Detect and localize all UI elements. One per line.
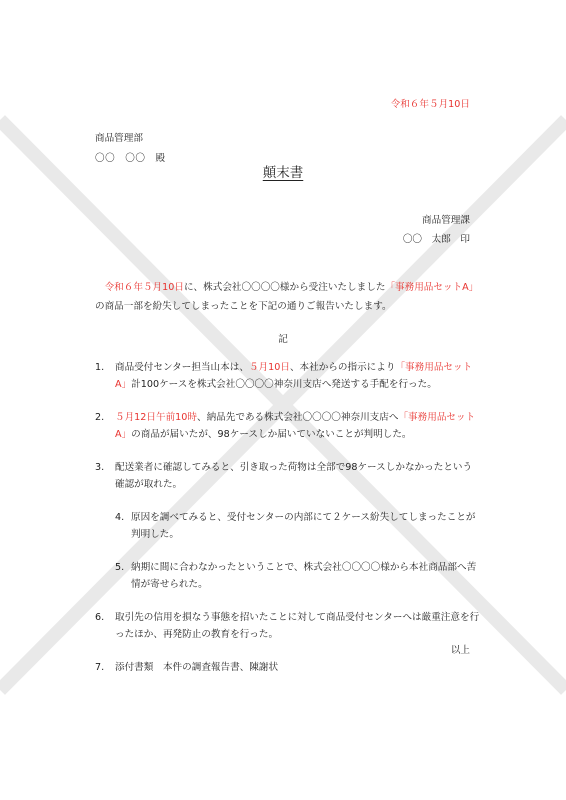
highlighted-text: 「事務用品セットA」: [115, 412, 476, 440]
list-item-number: 1.: [95, 362, 105, 373]
body-text: 計100ケースを株式会社〇〇〇〇神奈川支店へ発送する手配を行った。: [131, 378, 437, 390]
document-title: [0, 161, 566, 181]
sender-department: 商品管理課: [422, 215, 470, 226]
intro-date: 令和６年５月10日: [104, 282, 184, 293]
body-text: 商品受付センター担当山本は、: [115, 362, 249, 373]
body-text: の商品が届いたが、98ケースしか届いていないことが判明した。: [131, 428, 412, 440]
list-item-number: 5.: [115, 562, 125, 573]
list-item: [95, 660, 480, 677]
list-item-text: [131, 510, 480, 543]
title-text: 顛末書: [262, 165, 304, 181]
list-item-number: 3.: [95, 462, 105, 473]
list-item-text: [115, 410, 480, 443]
list-item: [95, 410, 480, 443]
body-text: 納期に間に合わなかったということで、株式会社〇〇〇〇様から本社商品部へ苦情が寄せられた。: [131, 562, 477, 590]
list-item-text: [115, 460, 480, 493]
list-item-number: 2.: [95, 412, 105, 423]
intro-paragraph: [95, 278, 480, 316]
list-item-text: [131, 560, 480, 593]
body-text: 取引先の信用を損なう事態を招いたことに対して商品受付センターへは厳重注意を行ったほか、再発防止の教育を行った。: [115, 612, 480, 640]
document-date: 令和６年５月10日: [390, 99, 470, 110]
list-item: [95, 360, 480, 393]
items-list: [95, 360, 480, 694]
recipient-name: 〇〇 〇〇 殿: [95, 153, 166, 164]
highlighted-text: ５月12日午前10時: [115, 412, 197, 423]
list-item-text: [115, 610, 480, 643]
list-item-text: [115, 360, 480, 393]
body-text: 、納品先である株式会社〇〇〇〇神奈川支店へ: [196, 412, 399, 423]
list-item: [95, 510, 480, 543]
intro-text-2: の商品一部を紛失してしまったことを下記の通りご報告いたします。: [95, 301, 392, 312]
body-text: 原因を調べてみると、受付センターの内部にて２ケース紛失してしまったことが判明した。: [131, 512, 476, 540]
sender-name: 〇〇 太郎 印: [402, 234, 470, 245]
list-item: [95, 560, 480, 593]
list-item-number: 6.: [95, 612, 105, 623]
highlighted-text: ５月10日: [248, 362, 290, 373]
list-item-number: 7.: [95, 662, 105, 673]
list-item: [95, 610, 480, 643]
recipient-department: 商品管理部: [95, 133, 143, 144]
intro-product: 「事務用品セットA」: [385, 282, 479, 293]
body-text: 、本社からの指示により: [289, 362, 396, 373]
highlighted-text: 「事務用品セットA」: [115, 362, 473, 390]
list-item-number: 4.: [115, 512, 125, 523]
list-item: [95, 460, 480, 493]
closing-text: 以上: [450, 645, 470, 656]
body-text: 添付書類 本件の調査報告書、陳謝状: [115, 662, 279, 673]
list-item-text: [115, 660, 480, 677]
ki-heading: 記: [278, 334, 288, 345]
body-text: 配送業者に確認してみると、引き取った荷物は全部で98ケースしかなかったという確認が取れた。: [115, 462, 473, 490]
intro-text-1: に、株式会社〇〇〇〇様から受注いたしました: [183, 282, 386, 293]
